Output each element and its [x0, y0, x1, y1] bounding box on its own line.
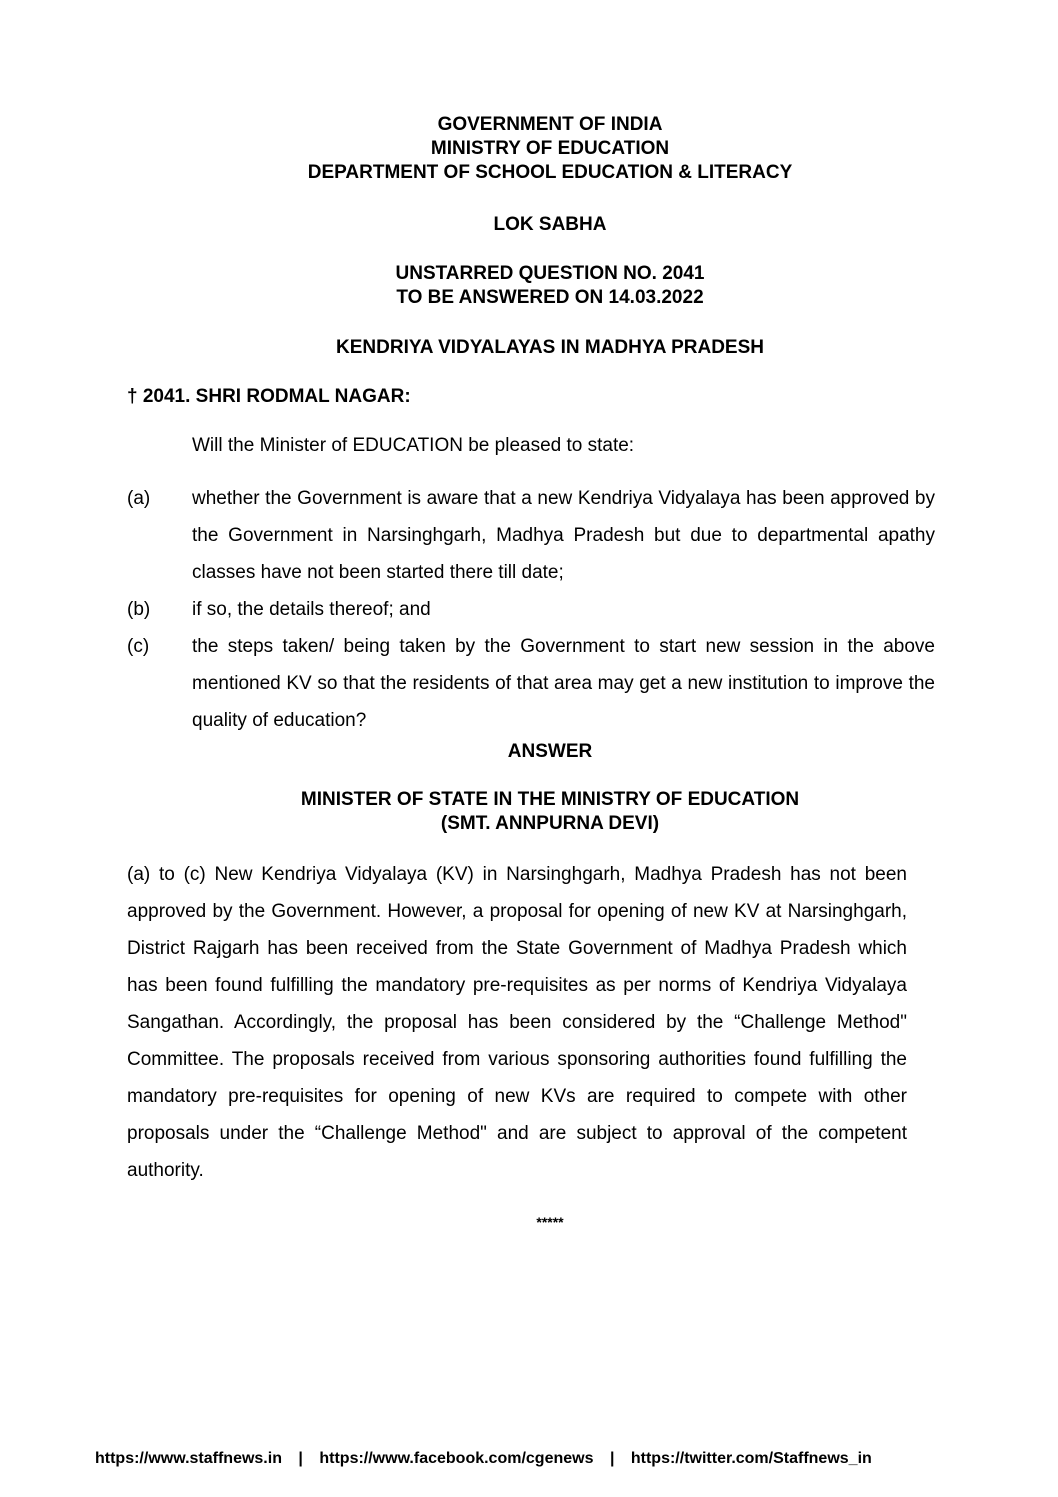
footer-separator: |: [609, 1450, 615, 1467]
minister-title: MINISTER OF STATE IN THE MINISTRY OF EDUCATION: [300, 789, 800, 810]
footer-links: [95, 1448, 872, 1470]
answer-body: (a) to (c) New Kendriya Vidyalaya (KV) in Narsinghgarh, Madhya Pradesh has not been approved by the Government. However, a proposal for opening of new KV at Narsinghgarh, District Rajgarh has been received from the State Government of Madhya Pradesh which has been found fulfilling the mandatory pre-requisites as per norms of Kendriya Vidyalaya Sangathan. Accordingly, the proposal has been considered by the “Challenge Method" Committee. The proposals received from various sponsoring authorities found fulfilling the mandatory pre-requisites for opening of new KVs are required to compete with other proposals under the “Challenge Method" and are subject to approval of the competent authority.: [127, 864, 907, 1181]
footer-link-website[interactable]: https://www.staffnews.in: [95, 1450, 282, 1467]
part-text: the steps taken/ being taken by the Government to start new session in the above mentioned KV so that the residents of that area may get a new institution to improve the quality of education?: [192, 636, 935, 731]
footer-separator: |: [298, 1450, 303, 1467]
minister-block: [0, 788, 1058, 836]
question-subject: KENDRIYA VIDYALAYAS IN MADHYA PRADESH: [336, 337, 764, 358]
header-ministry: MINISTRY OF EDUCATION: [430, 138, 670, 159]
header-block: [0, 113, 1058, 185]
answer-heading: ANSWER: [507, 741, 593, 762]
end-marker: *****: [536, 1214, 564, 1230]
question-number: UNSTARRED QUESTION NO. 2041: [395, 263, 705, 284]
question-block: [0, 262, 1058, 310]
part-label: (b): [127, 599, 151, 620]
question-intro: Will the Minister of EDUCATION be pleased to state:: [192, 435, 635, 456]
question-part-a: [127, 480, 935, 591]
question-part-b: [127, 591, 935, 628]
footer-link-facebook[interactable]: https://www.facebook.com/cgenews: [319, 1450, 594, 1467]
footer-link-twitter[interactable]: https://twitter.com/Staffnews_in: [630, 1450, 872, 1467]
part-label: (a): [127, 488, 151, 509]
question-date: TO BE ANSWERED ON 14.03.2022: [396, 287, 704, 308]
part-text: whether the Government is aware that a new Kendriya Vidyalaya has been approved by the Government in Narsinghgarh, Madhya Pradesh but due to departmental apathy classes have not been started there till date;: [192, 488, 935, 583]
part-label: (c): [127, 636, 150, 657]
member-name: † 2041. SHRI RODMAL NAGAR:: [127, 386, 411, 407]
header-government: GOVERNMENT OF INDIA: [437, 114, 663, 135]
header-department: DEPARTMENT OF SCHOOL EDUCATION & LITERACY: [307, 162, 793, 183]
question-parts: [127, 480, 935, 739]
minister-name: (SMT. ANNPURNA DEVI): [440, 813, 660, 834]
part-text: if so, the details thereof; and: [192, 599, 431, 620]
question-part-c: [127, 628, 935, 739]
house-title: LOK SABHA: [493, 214, 607, 235]
